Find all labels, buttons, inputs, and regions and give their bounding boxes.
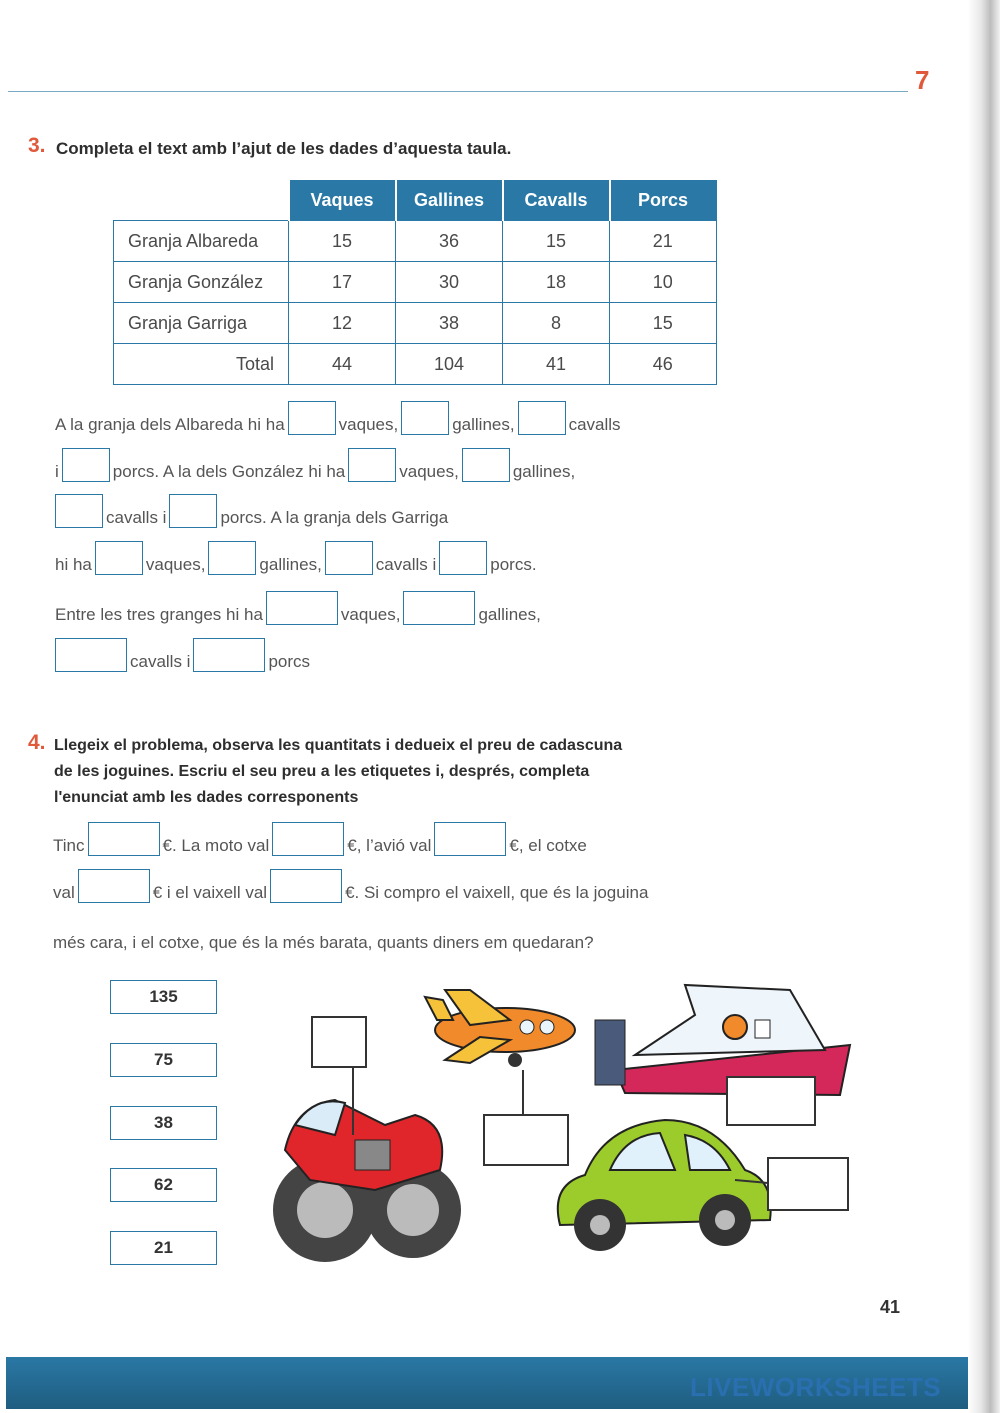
price-tag[interactable]: 38 <box>110 1106 217 1140</box>
answer-box[interactable] <box>272 822 344 856</box>
text: porcs. A la dels González hi ha <box>112 462 346 481</box>
boat-label-card[interactable] <box>727 1077 815 1125</box>
table-cell: 38 <box>396 303 503 344</box>
q3-line-4 <box>55 541 537 575</box>
answer-box[interactable] <box>88 822 160 856</box>
answer-box[interactable] <box>193 638 265 672</box>
text: hi ha <box>55 555 92 574</box>
table-row <box>114 303 717 344</box>
table-cell: 8 <box>503 303 610 344</box>
text: Entre les tres granges hi ha <box>55 605 263 624</box>
text: vaques, <box>338 415 399 434</box>
q4-number: 4. <box>28 731 46 754</box>
page-number: 41 <box>880 1297 901 1317</box>
q4-instruction-3: l'enunciat amb les dades corresponents <box>54 789 359 806</box>
answer-box[interactable] <box>401 401 449 435</box>
table-cell: 44 <box>289 344 396 385</box>
text: i <box>55 462 59 481</box>
text: €. La moto val <box>162 836 270 855</box>
answer-box[interactable] <box>325 541 373 575</box>
col-header: Vaques <box>289 181 396 221</box>
q4-instruction-2: de les joguines. Escriu el seu preu a les etiquetes i, després, completa <box>54 763 590 780</box>
answer-box[interactable] <box>403 591 475 625</box>
table-cell: 10 <box>610 262 717 303</box>
answer-box[interactable] <box>62 448 110 482</box>
col-header: Gallines <box>396 181 503 221</box>
text: porcs. <box>490 555 537 574</box>
toys-illustration <box>265 975 865 1275</box>
text: porcs. A la granja dels Garriga <box>220 508 449 527</box>
answer-box[interactable] <box>266 591 338 625</box>
text: vaques, <box>145 555 206 574</box>
text: porcs <box>268 652 311 671</box>
answer-box[interactable] <box>518 401 566 435</box>
row-label: Total <box>114 344 289 385</box>
text: A la granja dels Albareda hi ha <box>55 415 285 434</box>
watermark-logo: LIVEWORKSHEETS <box>690 1372 942 1402</box>
q4-line-3: més cara, i el cotxe, que és la més barata, quants diners em quedaran? <box>53 933 594 952</box>
text: cavalls i <box>106 508 167 527</box>
q4-line-2 <box>53 869 648 903</box>
airplane-toy <box>425 990 575 1067</box>
text: €, el cotxe <box>509 836 587 855</box>
answer-box[interactable] <box>55 638 127 672</box>
q3-line-6 <box>55 638 310 672</box>
answer-box[interactable] <box>169 494 217 528</box>
price-tag[interactable]: 62 <box>110 1168 217 1202</box>
text: €, l’avió val <box>347 836 432 855</box>
car-toy <box>558 1120 771 1251</box>
airplane-label-card[interactable] <box>484 1115 568 1165</box>
table-cell: 46 <box>610 344 717 385</box>
q3-line-1 <box>55 401 621 435</box>
text: € i el vaixell val <box>152 883 268 902</box>
text: cavalls i <box>130 652 191 671</box>
table-cell: 30 <box>396 262 503 303</box>
table-cell: 12 <box>289 303 396 344</box>
table-corner <box>114 181 289 221</box>
header-rule <box>8 91 908 92</box>
table-cell: 18 <box>503 262 610 303</box>
table-cell: 41 <box>503 344 610 385</box>
answer-box[interactable] <box>439 541 487 575</box>
text: gallines, <box>478 605 541 624</box>
text: gallines, <box>512 462 576 481</box>
text: gallines, <box>259 555 322 574</box>
text: €. Si compro el vaixell, que és la joguina <box>345 883 649 902</box>
text: Tinc <box>53 836 85 855</box>
q3-line-3 <box>55 494 448 528</box>
motorbike-toy <box>273 1100 461 1262</box>
table-cell: 15 <box>289 221 396 262</box>
q3-line-2 <box>55 448 575 482</box>
table-cell: 104 <box>396 344 503 385</box>
table-row-total <box>114 344 717 385</box>
farm-table <box>113 180 717 385</box>
table-cell: 15 <box>610 303 717 344</box>
answer-box[interactable] <box>348 448 396 482</box>
page-edge <box>968 0 1000 1413</box>
answer-box[interactable] <box>434 822 506 856</box>
answer-box[interactable] <box>270 869 342 903</box>
text: cavalls <box>568 415 621 434</box>
car-label-card[interactable] <box>768 1158 848 1210</box>
table-header-row <box>114 181 717 221</box>
q3-number: 3. <box>28 134 46 157</box>
col-header: Porcs <box>610 181 717 221</box>
motorbike-label-card[interactable] <box>312 1017 366 1067</box>
q3-line-5 <box>55 591 541 625</box>
answer-box[interactable] <box>78 869 150 903</box>
table-cell: 15 <box>503 221 610 262</box>
chapter-number: 7 <box>915 65 930 95</box>
text: cavalls i <box>375 555 437 574</box>
table-row <box>114 262 717 303</box>
answer-box[interactable] <box>55 494 103 528</box>
price-tag[interactable]: 75 <box>110 1043 217 1077</box>
text: vaques, <box>399 462 459 481</box>
answer-box[interactable] <box>208 541 256 575</box>
col-header: Cavalls <box>503 181 610 221</box>
table-cell: 21 <box>610 221 717 262</box>
text: val <box>53 883 75 902</box>
table-cell: 17 <box>289 262 396 303</box>
q4-line-1 <box>53 822 587 856</box>
table-row <box>114 221 717 262</box>
answer-box[interactable] <box>95 541 143 575</box>
text: vaques, <box>340 605 401 624</box>
price-tag[interactable]: 21 <box>110 1231 217 1265</box>
row-label: Granja Albareda <box>114 221 289 262</box>
answer-box[interactable] <box>462 448 510 482</box>
text: gallines, <box>452 415 515 434</box>
table-cell: 36 <box>396 221 503 262</box>
q4-instruction-1: Llegeix el problema, observa les quantitats i dedueix el preu de cadascuna <box>54 737 623 754</box>
row-label: Granja González <box>114 262 289 303</box>
q3-instruction: Completa el text amb l’ajut de les dades d’aquesta taula. <box>56 139 512 158</box>
answer-box[interactable] <box>288 401 336 435</box>
row-label: Granja Garriga <box>114 303 289 344</box>
price-tag[interactable]: 135 <box>110 980 217 1014</box>
